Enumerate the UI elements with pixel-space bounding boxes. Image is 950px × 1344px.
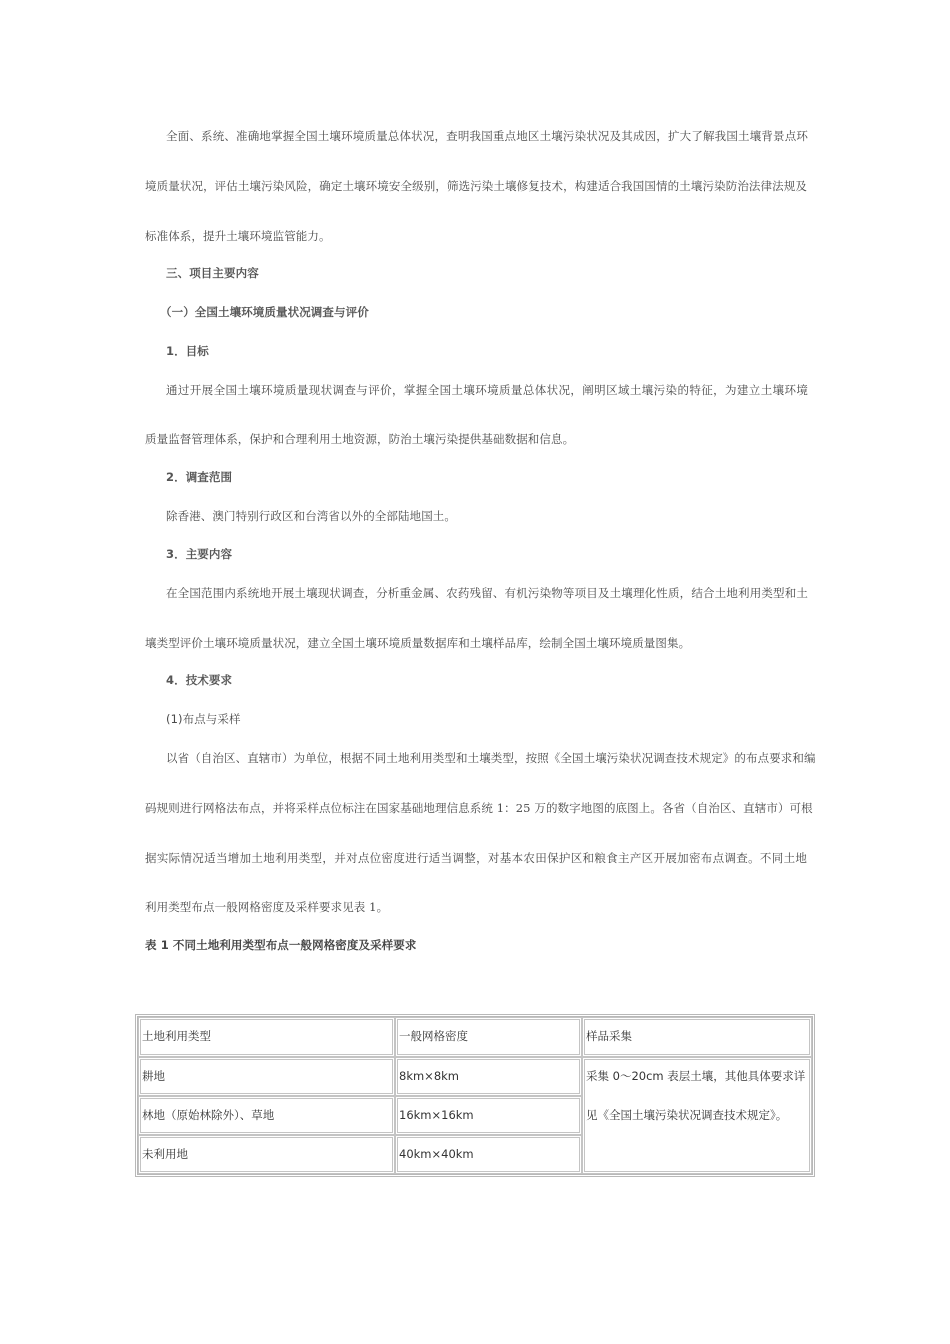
paragraph-line: 全面、系统、准确地掌握全国土壤环境质量总体状况，查明我国重点地区土壤污染状况及其成因，扩大了解我国土壤背景点环 bbox=[166, 129, 808, 143]
paragraph-line: 利用类型布点一般网格密度及采样要求见表 1。 bbox=[145, 900, 389, 914]
sampling-text-line: 见《全国土壤污染状况调查技术规定》。 bbox=[586, 1108, 788, 1122]
paragraph-line: 以省（自治区、直辖市）为单位，根据不同土地利用类型和土壤类型，按照《全国土壤污染状况调查技术规定》的布点要求和编 bbox=[166, 751, 816, 765]
paragraph-line: 通过开展全国土壤环境质量现状调查与评价，掌握全国土壤环境质量总体状况，阐明区域土壤污染的特征，为建立土壤环境 bbox=[166, 383, 808, 397]
paragraph-line: 标准体系，提升土壤环境监管能力。 bbox=[145, 229, 331, 243]
table-header-cell: 样品采集 bbox=[582, 1017, 812, 1057]
paragraph-line: 质量监督管理体系，保护和合理利用土地资源，防治土壤污染提供基础数据和信息。 bbox=[145, 432, 575, 446]
sampling-text-line: 采集 0～20cm 表层土壤，其他具体要求详 bbox=[586, 1069, 806, 1083]
subitem-heading: (1)布点与采样 bbox=[166, 712, 241, 726]
table-cell-grid-density: 16km×16km bbox=[395, 1096, 582, 1135]
section-heading: 三、项目主要内容 bbox=[166, 266, 259, 280]
table-cell-land-type: 耕地 bbox=[138, 1057, 395, 1096]
item-heading: 2．调查范围 bbox=[166, 470, 233, 484]
table-cell-land-type: 未利用地 bbox=[138, 1135, 395, 1174]
paragraph-line: 壤类型评价土壤环境质量状况，建立全国土壤环境质量数据库和土壤样品库，绘制全国土壤环境质量图集。 bbox=[145, 636, 691, 650]
land-use-table bbox=[135, 1014, 815, 1177]
table-caption: 表 1 不同土地利用类型布点一般网格密度及采样要求 bbox=[145, 938, 417, 952]
paragraph-line: 除香港、澳门特别行政区和台湾省以外的全部陆地国土。 bbox=[166, 509, 456, 523]
item-heading: 1．目标 bbox=[166, 344, 209, 358]
table-header-cell: 土地利用类型 bbox=[138, 1017, 395, 1057]
paragraph-line: 码规则进行网格法布点，并将采样点位标注在国家基础地理信息系统 1：25 万的数字地图的底图上。各省（自治区、直辖市）可根 bbox=[145, 801, 813, 815]
paragraph-line: 在全国范围内系统地开展土壤现状调查，分析重金属、农药残留、有机污染物等项目及土壤理化性质，结合土地利用类型和土 bbox=[166, 586, 808, 600]
table-cell-grid-density: 8km×8km bbox=[395, 1057, 582, 1096]
table-cell-sampling bbox=[582, 1057, 812, 1174]
table-header-cell: 一般网格密度 bbox=[395, 1017, 582, 1057]
item-heading: 3．主要内容 bbox=[166, 547, 233, 561]
item-heading: 4．技术要求 bbox=[166, 673, 233, 687]
paragraph-line: 境质量状况，评估土壤污染风险，确定土壤环境安全级别，筛选污染土壤修复技术，构建适合我国国情的土壤污染防治法律法规及 bbox=[145, 179, 807, 193]
table-cell-grid-density: 40km×40km bbox=[395, 1135, 582, 1174]
paragraph-line: 据实际情况适当增加土地利用类型，并对点位密度进行适当调整，对基本农田保护区和粮食主产区开展加密布点调查。不同土地 bbox=[145, 851, 807, 865]
subsection-heading: （一）全国土壤环境质量状况调查与评价 bbox=[160, 305, 369, 319]
table-cell-land-type: 林地（原始林除外）、草地 bbox=[138, 1096, 395, 1135]
